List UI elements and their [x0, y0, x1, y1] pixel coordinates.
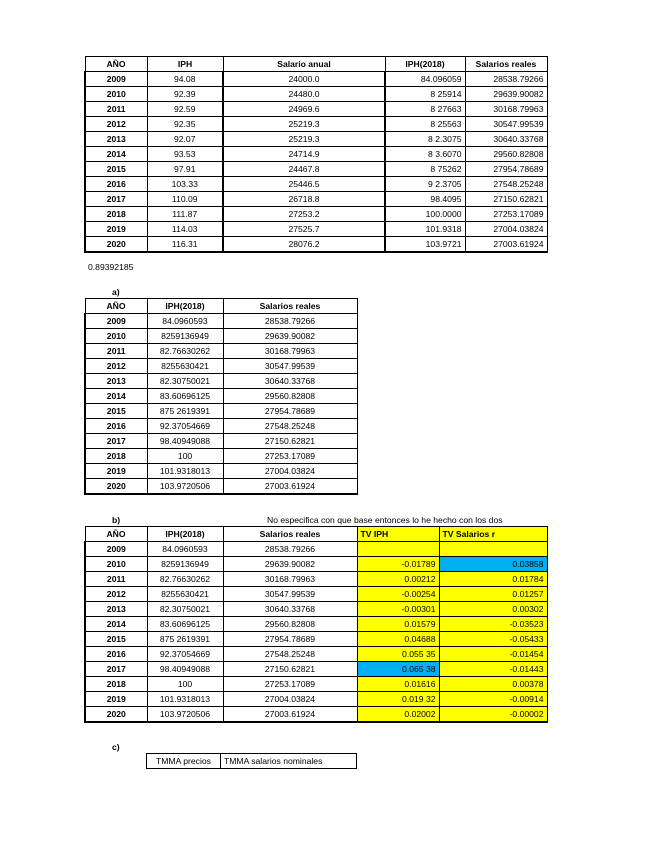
table-cell: -0.03523: [439, 617, 547, 632]
table-cell: 30168.79963: [223, 572, 357, 587]
table-cell: 27004.03824: [223, 464, 357, 479]
table-row: [85, 132, 547, 147]
table-cell: -0.01789: [357, 557, 439, 572]
table-cell: 2019: [85, 222, 147, 237]
table-cell: 29639.90082: [223, 557, 357, 572]
table-cell: 8 75262: [385, 162, 465, 177]
table-cell: 28538.79266: [223, 314, 357, 329]
table-cell: 29560.82808: [465, 147, 547, 162]
table-cell: 2010: [85, 329, 147, 344]
table-cell: 30547.99539: [223, 587, 357, 602]
table-cell: 103.33: [147, 177, 223, 192]
table-cell: 2014: [85, 147, 147, 162]
table-cell: 30640.33768: [223, 374, 357, 389]
table-row: [85, 419, 357, 434]
table-cell: 100.0000: [385, 207, 465, 222]
table-cell: 98.40949088: [147, 434, 223, 449]
table-row: [85, 344, 357, 359]
table-row: [85, 707, 547, 723]
table-cell: 2017: [85, 662, 147, 677]
table-cell: 83.60696125: [147, 617, 223, 632]
table-row: [85, 162, 547, 177]
header-cell: Salarios reales: [223, 299, 357, 314]
table-row: [85, 677, 547, 692]
table-cell: 0.00302: [439, 602, 547, 617]
table-cell: 27003.61924: [223, 707, 357, 723]
table-cell: 2013: [85, 374, 147, 389]
table-cell: 27253.2: [223, 207, 385, 222]
table-cell: 27954.78689: [223, 404, 357, 419]
table-row: [85, 434, 357, 449]
section-c-header-row: [147, 754, 357, 769]
table-cell: 111.87: [147, 207, 223, 222]
table-cell: 8255630421: [147, 587, 223, 602]
header-cell: TMMA salarios nominales: [221, 754, 357, 769]
header-cell: IPH(2018): [147, 527, 223, 542]
table-cell: 2012: [85, 587, 147, 602]
table-row: [85, 329, 357, 344]
table-cell: 2020: [85, 479, 147, 495]
table-cell: 82.30750021: [147, 374, 223, 389]
table-cell: 27954.78689: [223, 632, 357, 647]
table-cell: 0.02002: [357, 707, 439, 723]
table-cell: 27150.62821: [223, 662, 357, 677]
table-cell: 2019: [85, 692, 147, 707]
table-cell: -0.00914: [439, 692, 547, 707]
header-cell: TMMA precios: [147, 754, 221, 769]
table-cell: 93.53: [147, 147, 223, 162]
table-cell: 114.03: [147, 222, 223, 237]
table-cell: -0.00002: [439, 707, 547, 723]
table-cell: 101.9318013: [147, 464, 223, 479]
table-row: [85, 102, 547, 117]
header-cell: Salarios reales: [223, 527, 357, 542]
header-cell: TV IPH: [357, 527, 439, 542]
table-cell: 27954.78689: [465, 162, 547, 177]
header-cell: IPH(2018): [147, 299, 223, 314]
section-b-note: No especifica con que base entonces lo he hecho con los dos: [267, 515, 503, 525]
table-cell: 28538.79266: [223, 542, 357, 557]
table-cell: 2017: [85, 192, 147, 207]
table-cell: 27003.61924: [465, 237, 547, 253]
table-cell: 29639.90082: [465, 87, 547, 102]
table-row: [85, 587, 547, 602]
table-cell: 2016: [85, 647, 147, 662]
table-cell: 2009: [85, 314, 147, 329]
table-cell: 2020: [85, 707, 147, 723]
table-cell: 2012: [85, 359, 147, 374]
table-cell: 2017: [85, 434, 147, 449]
table-cell: 2012: [85, 117, 147, 132]
table-section-a: [84, 298, 358, 495]
table-cell: 103.9720506: [147, 479, 223, 495]
table-cell: 24467.8: [223, 162, 385, 177]
table-cell: 8 3.6070: [385, 147, 465, 162]
table-cell: 0.01616: [357, 677, 439, 692]
header-cell: IPH: [147, 57, 223, 72]
table-cell: 2018: [85, 207, 147, 222]
table-cell: 2011: [85, 572, 147, 587]
table-cell: [439, 542, 547, 557]
table-cell: 29560.82808: [223, 389, 357, 404]
table-cell: 84.0960593: [147, 542, 223, 557]
table-cell: 27150.62821: [465, 192, 547, 207]
table-cell: 27253.17089: [223, 449, 357, 464]
table-cell: 8259136949: [147, 329, 223, 344]
table-cell: 2014: [85, 617, 147, 632]
table-cell: 92.37054669: [147, 647, 223, 662]
table-row: [85, 359, 357, 374]
table-cell: 0.04688: [357, 632, 439, 647]
table-cell: 27548.25248: [223, 647, 357, 662]
table-cell: 27004.03824: [465, 222, 547, 237]
table-salaries-iph: [84, 56, 548, 253]
table-cell: 8 2.3075: [385, 132, 465, 147]
table-cell: 24714.9: [223, 147, 385, 162]
table-cell: -0.05433: [439, 632, 547, 647]
table-row: [85, 389, 357, 404]
table-cell: 0.00212: [357, 572, 439, 587]
table-row: [85, 662, 547, 677]
standalone-value: 0.89392185: [88, 262, 134, 272]
table-row: [85, 647, 547, 662]
table-cell: 101.9318013: [147, 692, 223, 707]
table-cell: 28076.2: [223, 237, 385, 253]
table-row: [85, 557, 547, 572]
table-cell: -0.01454: [439, 647, 547, 662]
table-cell: 27253.17089: [223, 677, 357, 692]
table-section-c: [146, 753, 357, 769]
table-cell: 29639.90082: [223, 329, 357, 344]
table-row: [85, 449, 357, 464]
table-cell: 0.019 32: [357, 692, 439, 707]
table-cell: 2019: [85, 464, 147, 479]
header-cell: AÑO: [85, 299, 147, 314]
table-cell: 9 2.3705: [385, 177, 465, 192]
table-row: [85, 72, 547, 87]
table-cell: 83.60696125: [147, 389, 223, 404]
table-cell: 0.01784: [439, 572, 547, 587]
table-cell: 8 27663: [385, 102, 465, 117]
table-cell: 27004.03824: [223, 692, 357, 707]
table-cell: 24969.6: [223, 102, 385, 117]
table-cell: 82.76630262: [147, 344, 223, 359]
table-cell: 2016: [85, 419, 147, 434]
header-cell: AÑO: [85, 57, 147, 72]
header-row: [85, 299, 357, 314]
table-cell: -0.01443: [439, 662, 547, 677]
table-cell: 2020: [85, 237, 147, 253]
table-cell: 8259136949: [147, 557, 223, 572]
table-cell: 110.09: [147, 192, 223, 207]
table-row: [85, 237, 547, 253]
table-cell: 26718.8: [223, 192, 385, 207]
table-cell: 82.76630262: [147, 572, 223, 587]
table-cell: -0.00301: [357, 602, 439, 617]
table-row: [85, 632, 547, 647]
table-cell: 30168.79963: [223, 344, 357, 359]
table-cell: 2009: [85, 72, 147, 87]
table-cell: 2011: [85, 344, 147, 359]
table-cell: 2009: [85, 542, 147, 557]
table-cell: 2015: [85, 162, 147, 177]
table-cell: 116.31: [147, 237, 223, 253]
table-cell: 0.065 38: [357, 662, 439, 677]
table-cell: 82.30750021: [147, 602, 223, 617]
table-row: [85, 192, 547, 207]
table-cell: 27253.17089: [465, 207, 547, 222]
table-cell: 2013: [85, 602, 147, 617]
table-row: [85, 404, 357, 419]
table-cell: 2013: [85, 132, 147, 147]
table-cell: 2015: [85, 404, 147, 419]
table-cell: 30547.99539: [223, 359, 357, 374]
header-cell: AÑO: [85, 527, 147, 542]
table-cell: 92.35: [147, 117, 223, 132]
table-cell: 25446.5: [223, 177, 385, 192]
table-row: [85, 177, 547, 192]
table-row: [85, 602, 547, 617]
table-cell: 30640.33768: [465, 132, 547, 147]
table-cell: 30547.99539: [465, 117, 547, 132]
table-cell: 27548.25248: [223, 419, 357, 434]
header-cell: TV Salarios r: [439, 527, 547, 542]
table-row: [85, 464, 357, 479]
table-section-b: [84, 526, 548, 723]
table-cell: 27003.61924: [223, 479, 357, 495]
table-row: [85, 222, 547, 237]
table-row: [85, 147, 547, 162]
table-cell: 2018: [85, 449, 147, 464]
table-cell: 2011: [85, 102, 147, 117]
table-cell: 30168.79963: [465, 102, 547, 117]
table-cell: 25219.3: [223, 132, 385, 147]
header-row: [85, 57, 547, 72]
table-cell: 92.39: [147, 87, 223, 102]
table-cell: 2016: [85, 177, 147, 192]
table-cell: 2014: [85, 389, 147, 404]
table-cell: 94.08: [147, 72, 223, 87]
section-a-label: a): [112, 287, 120, 297]
table-row: [85, 692, 547, 707]
table-cell: 27150.62821: [223, 434, 357, 449]
table-row: [85, 542, 547, 557]
table-cell: 100: [147, 677, 223, 692]
table-cell: 103.9721: [385, 237, 465, 253]
table-cell: 2010: [85, 87, 147, 102]
table-cell: 27525.7: [223, 222, 385, 237]
table-cell: 875 2619391: [147, 632, 223, 647]
table-row: [85, 87, 547, 102]
table-cell: 92.37054669: [147, 419, 223, 434]
table-cell: 98.4095: [385, 192, 465, 207]
table-cell: 101.9318: [385, 222, 465, 237]
header-cell: IPH(2018): [385, 57, 465, 72]
table-cell: 8 25914: [385, 87, 465, 102]
section-b-label: b): [112, 515, 121, 525]
table-cell: 8255630421: [147, 359, 223, 374]
table-cell: 2015: [85, 632, 147, 647]
table-cell: [357, 542, 439, 557]
table-cell: 98.40949088: [147, 662, 223, 677]
table-cell: 97.91: [147, 162, 223, 177]
table-cell: 2010: [85, 557, 147, 572]
section-c-label: c): [112, 742, 120, 752]
table-cell: 27548.25248: [465, 177, 547, 192]
table-cell: 84.096059: [385, 72, 465, 87]
table-cell: 84.0960593: [147, 314, 223, 329]
table-row: [85, 617, 547, 632]
table-cell: 8 25563: [385, 117, 465, 132]
table-row: [85, 207, 547, 222]
header-row: [85, 527, 547, 542]
table-cell: 875 2619391: [147, 404, 223, 419]
header-cell: Salario anual: [223, 57, 385, 72]
table-cell: 30640.33768: [223, 602, 357, 617]
table-cell: 29560.82808: [223, 617, 357, 632]
table-cell: 100: [147, 449, 223, 464]
table-cell: 0.01257: [439, 587, 547, 602]
table-cell: 28538.79266: [465, 72, 547, 87]
table-cell: 92.07: [147, 132, 223, 147]
table-cell: 24000.0: [223, 72, 385, 87]
table-cell: 24480.0: [223, 87, 385, 102]
table-row: [85, 479, 357, 495]
table-cell: 0.01579: [357, 617, 439, 632]
table-cell: 0.055 35: [357, 647, 439, 662]
table-row: [85, 117, 547, 132]
table-row: [85, 572, 547, 587]
table-row: [85, 314, 357, 329]
header-cell: Salarios reales: [465, 57, 547, 72]
table-cell: -0.00254: [357, 587, 439, 602]
table-cell: 103.9720506: [147, 707, 223, 723]
table-cell: 92.59: [147, 102, 223, 117]
table-cell: 25219.3: [223, 117, 385, 132]
table-cell: 0.03858: [439, 557, 547, 572]
table-row: [85, 374, 357, 389]
table-cell: 0.00378: [439, 677, 547, 692]
table-cell: 2018: [85, 677, 147, 692]
